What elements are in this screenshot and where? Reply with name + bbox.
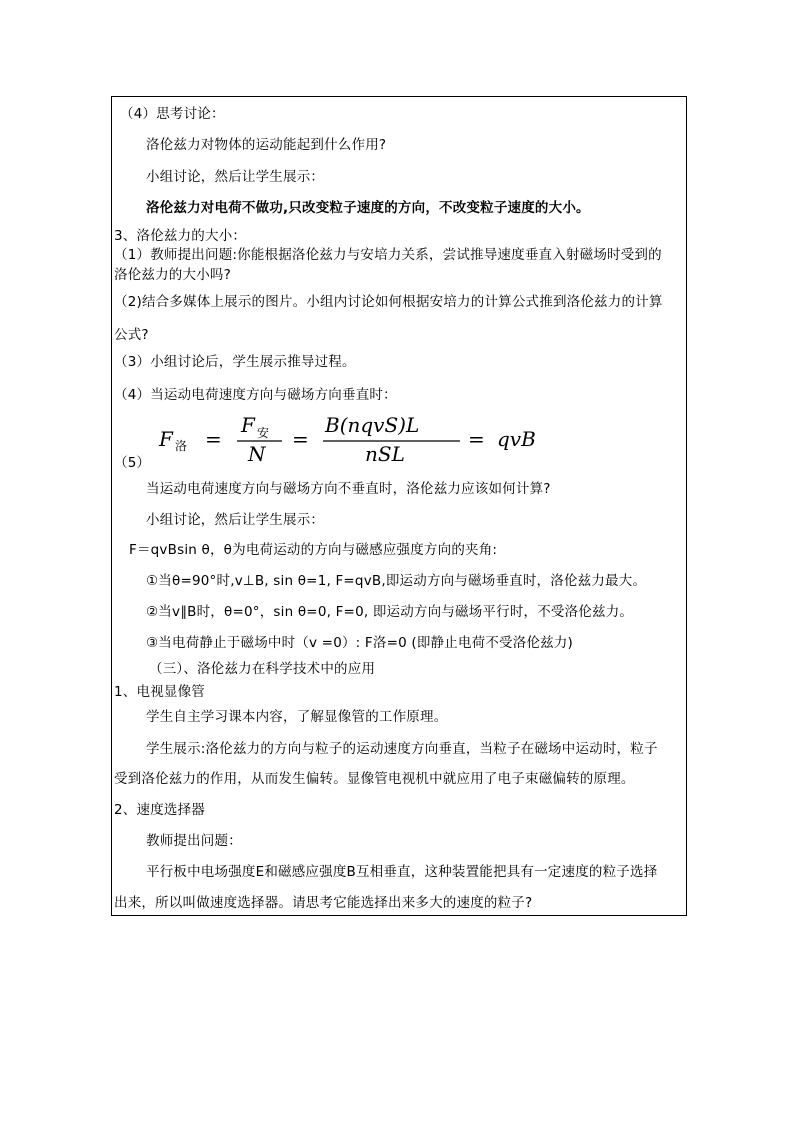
- step-number: （5）: [114, 455, 151, 471]
- section-heading-applications: （三）、洛伦兹力在科学技术中的应用: [149, 661, 376, 677]
- formula-denominator-1: N: [248, 442, 266, 462]
- formula-lhs-sub: 洛: [175, 439, 188, 453]
- conclusion-text: 洛伦兹力对电荷不做功,只改变粒子速度的方向，不改变粒子速度的大小。: [146, 200, 590, 216]
- formula-lhs: F: [159, 427, 173, 451]
- subsection-heading-tv: 1、电视显像管: [114, 684, 205, 700]
- formula-numerator-1-sub: 安: [257, 426, 270, 440]
- formula-equals: =: [292, 427, 309, 451]
- instruction-text: 小组讨论，然后让学生展示：: [146, 512, 325, 528]
- paragraph-line: 教师提出问题：: [146, 833, 242, 849]
- lorentz-force-formula: [155, 412, 555, 462]
- paragraph-line: （2)结合多媒体上展示的图片。小组内讨论如何根据安培力的计算公式推到洛伦兹力的计算: [114, 294, 663, 310]
- paragraph-line: （3）小组讨论后，学生展示推导过程。: [114, 354, 356, 370]
- question-text: 洛伦兹力对物体的运动能起到什么作用?: [146, 137, 387, 153]
- paragraph-line: 出来，所以叫做速度选择器。请思考它能选择出来多大的速度的粒子?: [114, 895, 533, 911]
- content-table-cell: [111, 96, 687, 916]
- subsection-heading-velocity-selector: 2、速度选择器: [114, 802, 205, 818]
- paragraph-line: 学生自主学习课本内容，了解显像管的工作原理。: [146, 709, 448, 725]
- case-item-1: ①当θ=90°时,v⊥B, sin θ=1, F=qvB,即运动方向与磁场垂直时，洛伦兹力最大。: [146, 573, 647, 589]
- section-heading-discussion: （4）思考讨论：: [120, 106, 225, 122]
- formula-numerator-1: F: [241, 413, 255, 437]
- formula-text: F＝qvBsin θ，θ为电荷运动的方向与磁感应强度方向的夹角:: [129, 542, 498, 558]
- paragraph-line: 学生展示:洛伦兹力的方向与粒子的运动速度方向垂直，当粒子在磁场中运动时，粒子: [146, 741, 658, 757]
- formula-equals: =: [205, 427, 222, 451]
- paragraph-line: 当运动电荷速度方向与磁场方向不垂直时，洛伦兹力应该如何计算?: [146, 481, 551, 497]
- paragraph-line: （1）教师提出问题:你能根据洛伦兹力与安培力关系，尝试推导速度垂直入射磁场时受到的: [114, 247, 662, 263]
- case-item-2: ②当v∥B时，θ=0°，sin θ=0, F=0, 即运动方向与磁场平行时，不受洛伦兹力。: [146, 604, 634, 620]
- formula-rhs: qvB: [497, 427, 536, 451]
- instruction-text: 小组讨论，然后让学生展示：: [146, 169, 325, 185]
- paragraph-line: 受到洛伦兹力的作用，从而发生偏转。显像管电视机中就应用了电子束磁偏转的原理。: [114, 771, 635, 787]
- paragraph-line: 公式?: [114, 327, 149, 343]
- paragraph-line: （4）当运动电荷速度方向与磁场方向垂直时：: [114, 387, 397, 403]
- formula-denominator-2: nSL: [365, 442, 405, 462]
- case-item-3: ③当电荷静止于磁场中时（v =0）: F洛=0 (即静止电荷不受洛伦兹力): [146, 635, 574, 651]
- formula-equals: =: [468, 427, 485, 451]
- paragraph-line: 平行板中电场强度E和磁感应强度B互相垂直，这种装置能把具有一定速度的粒子选择: [146, 864, 658, 880]
- formula-numerator-2: B(nqvS)L: [325, 413, 420, 437]
- paragraph-line: 洛伦兹力的大小吗?: [114, 267, 231, 283]
- section-heading-magnitude: 3、洛伦兹力的大小：: [114, 228, 247, 244]
